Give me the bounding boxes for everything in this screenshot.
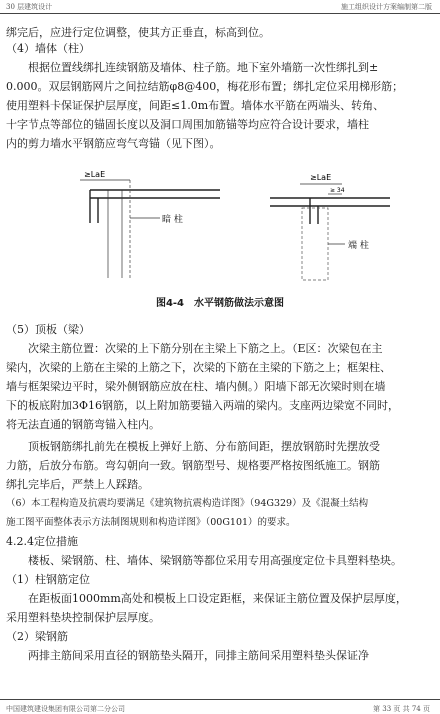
right-detail [270, 173, 390, 280]
left-lae-label: ≥LaE [84, 170, 106, 179]
text-line: 楼板、梁钢筋、柱、墙体、梁钢筋等都位采用专用高强度定位卡具塑料垫块。 [6, 554, 402, 567]
right-dim-label: ≥ 34 [330, 187, 345, 194]
text-line: （1）柱钢筋定位 [6, 573, 90, 586]
text-line: 顶板钢筋绑扎前先在模板上弹好上筋、分布筋间距，摆放钢筋时先摆放受 [6, 440, 380, 453]
text-line: 两排主筋间采用直径的钢筋垫头隔开，同排主筋间采用塑料垫头保证净 [6, 649, 369, 662]
left-detail [80, 170, 220, 278]
figure-caption: 图4-4 水平钢筋做法示意图 [155, 298, 285, 309]
rebar-diagram [70, 168, 400, 286]
text-line: 在距板面1000mm高处和模板上口设定距框，来保证主筋位置及保护层厚度， [6, 592, 407, 605]
footer-left-text: 中国建筑建设集团有限公司第二分公司 [6, 705, 125, 713]
text-line: 次梁主筋位置：次梁的上下筋分别在主梁上下筋之上。（E区：次梁包在主 [6, 342, 383, 355]
page-header [0, 0, 440, 14]
text-line: 十字节点等部位的锚固长度以及洞口周围加筋锚等均应符合设计要求，墙柱 [6, 118, 369, 131]
text-line: 绑完后，应进行定位调整，使其方正垂直，标高到位。 [6, 26, 270, 39]
text-line: 将无法直通的钢筋弯锚入柱内。 [6, 418, 160, 431]
page-number: 第 33 页 共 74 页 [373, 705, 430, 713]
text-line: 绑扎完毕后，严禁上人踩踏。 [6, 478, 149, 491]
header-right-text: 施工组织设计方案编制第二版 [341, 3, 432, 11]
text-line: 施工图平面整体表示方法制图规则和构造详图》（00G101）的要求。 [6, 517, 296, 528]
text-line: （5）顶板（梁） [6, 323, 90, 336]
text-line: （2）梁钢筋 [6, 630, 68, 643]
text-line: 力筋，后放分布筋。弯勾朝向一致。钢筋型号、规格要严格按图纸施工。钢筋 [6, 459, 380, 472]
text-line: （6）本工程构造及抗震均要满足《建筑物抗震构造详图》（94G329）及《混凝土结构 [6, 498, 369, 509]
text-line: 内的剪力墙水平钢筋应弯气弯锚（见下图）。 [6, 137, 221, 150]
text-line: （4）墙体（柱） [6, 42, 90, 55]
text-line: 下的板底附加3Φ16钢筋，以上附加筋要锚入两端的梁内。支座两边梁宽不同时， [6, 399, 400, 412]
rebar-diagram-svg [70, 168, 400, 286]
text-line: 根据位置线绑扎连续钢筋及墙体、柱子筋。地下室外墙筋一次性绑扎到± [6, 61, 379, 74]
left-column-label: 暗 柱 [162, 215, 183, 225]
page-footer [0, 699, 440, 714]
text-line: 使用塑料卡保证保护层厚度，间距≤1.0m布置。墙体水平筋在两端头、转角、 [6, 99, 385, 112]
text-line: 4.2.4定位措施 [6, 535, 78, 548]
text-line: 采用塑料垫块控制保护层厚度。 [6, 611, 160, 624]
text-line: 墙与框架梁边平时，梁外侧钢筋应放在柱、墙内侧。）阳墙下部无次梁时则在墙 [6, 380, 386, 393]
header-left-text: 30 层建筑设计 [6, 3, 53, 11]
text-line: 梁内，次梁的上筋在主梁的上筋之下，次梁的下筋在主梁的下筋之上；框架柱、 [6, 361, 391, 374]
right-lae-label: ≥LaE [310, 173, 332, 182]
text-line: 0.000。双层钢筋网片之间拉结筋φ8@400，梅花形布置；绑扎定位采用梯形筋； [6, 80, 404, 93]
right-column-label: 端 柱 [348, 241, 369, 251]
